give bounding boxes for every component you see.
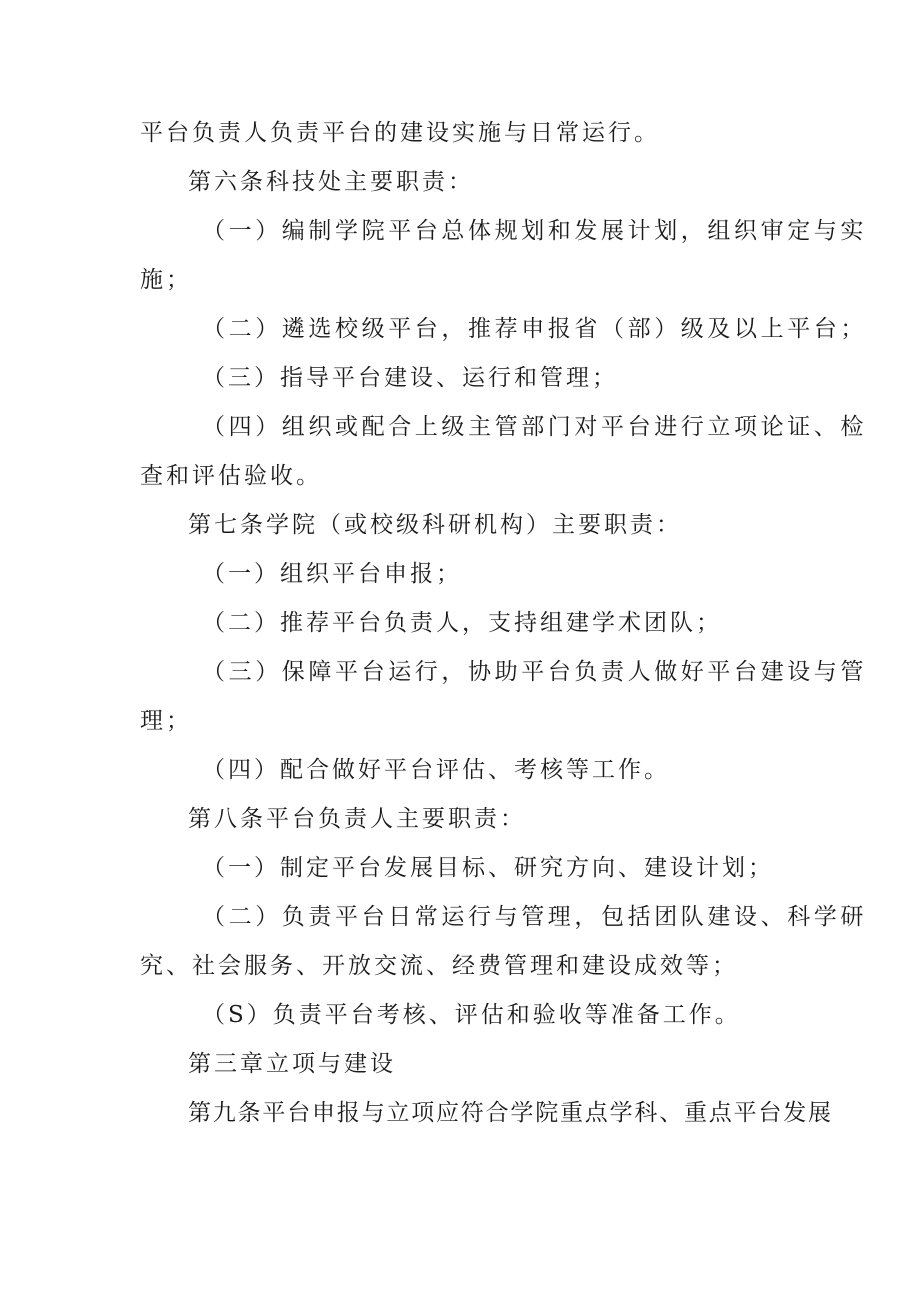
chapter-heading: 第三章立项与建设 <box>188 1051 396 1077</box>
list-item: （三）指导平台建设、运行和管理； <box>202 365 618 391</box>
text-line: 理； <box>140 708 192 734</box>
list-item: （四）配合做好平台评估、考核等工作。 <box>202 757 670 783</box>
list-item: （三）保障平台运行，协助平台负责人做好平台建设与管 <box>202 659 867 685</box>
text-line: 查和评估验收。 <box>140 463 322 489</box>
list-item: （一）编制学院平台总体规划和发展计划，组织审定与实 <box>202 218 867 244</box>
article-heading: 第九条平台申报与立项应符合学院重点学科、重点平台发展 <box>188 1100 833 1126</box>
article-heading: 第六条科技处主要职责： <box>188 169 474 195</box>
list-item: （一）组织平台申报； <box>202 561 462 587</box>
list-item: （S）负责平台考核、评估和验收等准备工作。 <box>202 1002 741 1028</box>
list-item: （四）组织或配合上级主管部门对平台进行立项论证、检 <box>202 414 867 440</box>
article-heading: 第八条平台负责人主要职责： <box>188 806 526 832</box>
text-line: 施； <box>140 267 192 293</box>
list-item: （二）负责平台日常运行与管理，包括团队建设、科学研 <box>202 904 867 930</box>
list-item: （一）制定平台发展目标、研究方向、建设计划； <box>202 855 774 881</box>
list-item: （二）遴选校级平台，推荐申报省（部）级及以上平台； <box>202 316 867 342</box>
text-line: 平台负责人负责平台的建设实施与日常运行。 <box>140 120 660 146</box>
list-item: （二）推荐平台负责人，支持组建学术团队； <box>202 610 722 636</box>
article-heading: 第七条学院（或校级科研机构）主要职责： <box>188 512 682 538</box>
text-line: 究、社会服务、开放交流、经费管理和建设成效等； <box>140 953 738 979</box>
